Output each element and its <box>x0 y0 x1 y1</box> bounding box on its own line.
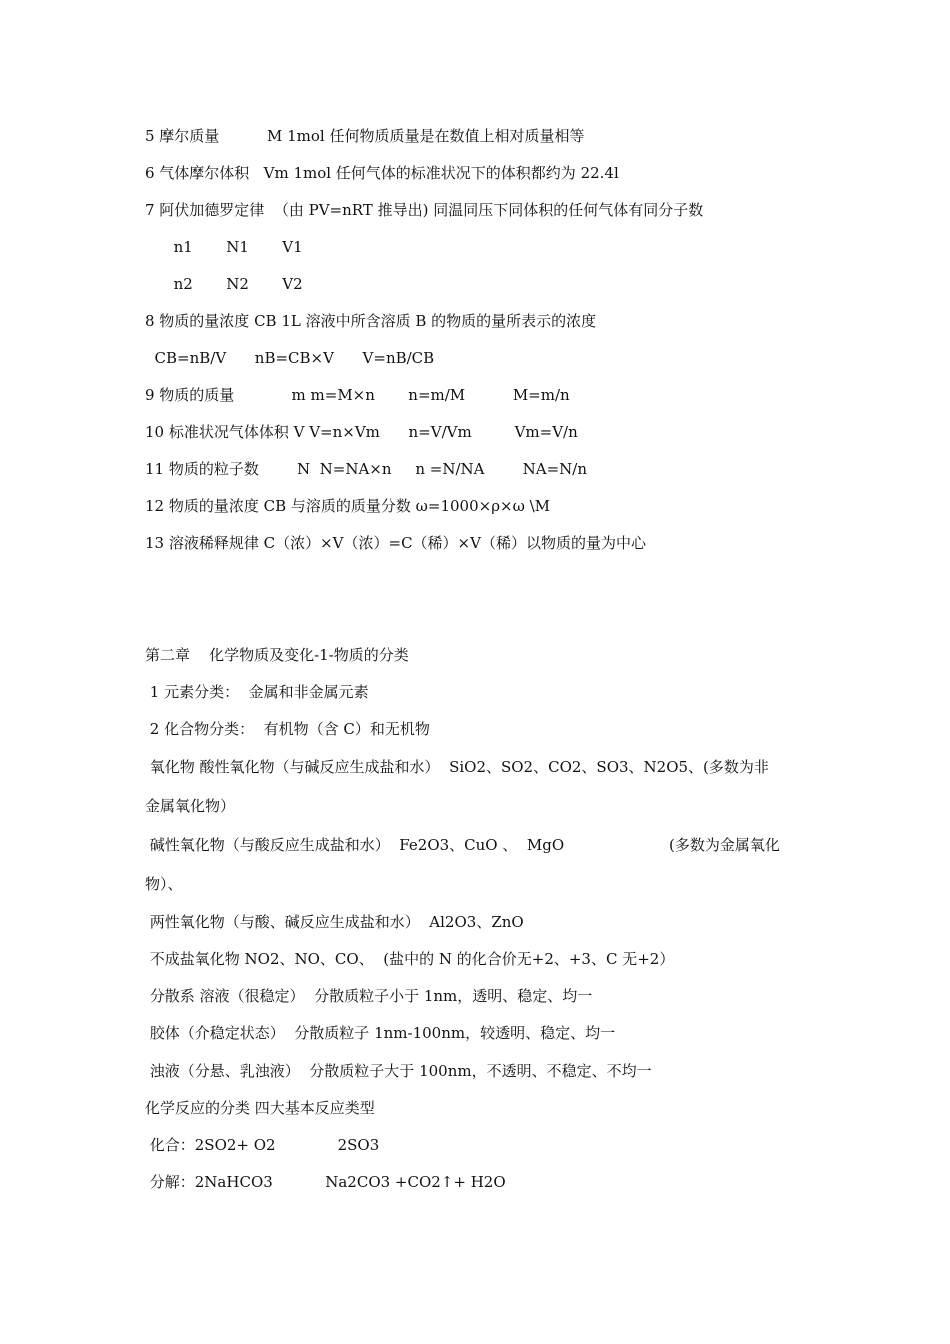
text-line-solution: 分散系 溶液（很稳定） 分散质粒子小于 1nm，透明、稳定、均一 <box>145 987 593 1005</box>
text-line-basic-oxides: 碱性氧化物（与酸反应生成盐和水） Fe2O3、CuO 、 MgO (多数为金属氧化 <box>145 836 780 854</box>
text-line-molar-volume: 6 气体摩尔体积 Vm 1mol 任何气体的标准状况下的体积都约为 22.4l <box>145 164 619 182</box>
text-line-non-salt-oxides: 不成盐氧化物 NO2、NO、CO、 (盐中的 N 的化合价无+2、+3、C 无+2） <box>145 950 675 968</box>
text-line-colloid: 胶体（介稳定状态） 分散质粒子 1nm-100nm，较透明、稳定、均一 <box>145 1024 616 1042</box>
text-line-amphoteric-oxides: 两性氧化物（与酸、碱反应生成盐和水） Al2O3、ZnO <box>145 913 524 931</box>
text-line-compound-classification: 2 化合物分类： 有机物（含 C）和无机物 <box>145 720 430 738</box>
text-line-particle-count: 11 物质的粒子数 N N=NA×n n =N/NA NA=N/n <box>145 460 588 478</box>
text-line-suspension: 浊液（分悬、乳浊液） 分散质粒子大于 100nm，不透明、不稳定、不均一 <box>145 1062 652 1080</box>
chapter-heading: 第二章 化学物质及变化-1-物质的分类 <box>145 646 409 664</box>
text-line-ratio-row-2: n2 N2 V2 <box>145 275 303 293</box>
text-line-mass-fraction: 12 物质的量浓度 CB 与溶质的质量分数 ω=1000×ρ×ω \M <box>145 497 551 515</box>
text-line-gas-volume: 10 标准状况气体体积 V V=n×Vm n=V/Vm Vm=V/n <box>145 423 578 441</box>
text-line-concentration-formulas: CB=nB/V nB=CB×V V=nB/CB <box>145 349 435 367</box>
text-line-decomposition-reaction: 分解：2NaHCO3 Na2CO3 +CO2↑+ H2O <box>145 1173 506 1191</box>
text-line-acidic-oxides: 氧化物 酸性氧化物（与碱反应生成盐和水） SiO2、SO2、CO2、SO3、N2O5、(多数为非 <box>145 758 769 776</box>
text-line-reaction-types: 化学反应的分类 四大基本反应类型 <box>145 1099 375 1117</box>
text-line-basic-oxides-cont: 物）、 <box>145 875 183 893</box>
text-line-acidic-oxides-cont: 金属氧化物） <box>145 797 236 815</box>
text-line-ratio-row-1: n1 N1 V1 <box>145 238 303 256</box>
text-line-dilution-law: 13 溶液稀释规律 C（浓）×V（浓）=C（稀）×V（稀）以物质的量为中心 <box>145 534 646 552</box>
text-line-element-classification: 1 元素分类： 金属和非金属元素 <box>145 683 369 701</box>
text-line-molar-concentration: 8 物质的量浓度 CB 1L 溶液中所含溶质 B 的物质的量所表示的浓度 <box>145 312 597 330</box>
text-line-avogadro-law: 7 阿伏加德罗定律 （由 PV=nRT 推导出) 同温同压下同体积的任何气体有同分子数 <box>145 201 704 219</box>
text-line-combination-reaction: 化合：2SO2+ O2 2SO3 <box>145 1136 380 1154</box>
text-line-molar-mass: 5 摩尔质量 M 1mol 任何物质质量是在数值上相对质量相等 <box>145 127 585 145</box>
text-line-mass: 9 物质的质量 m m=M×n n=m/M M=m/n <box>145 386 570 404</box>
